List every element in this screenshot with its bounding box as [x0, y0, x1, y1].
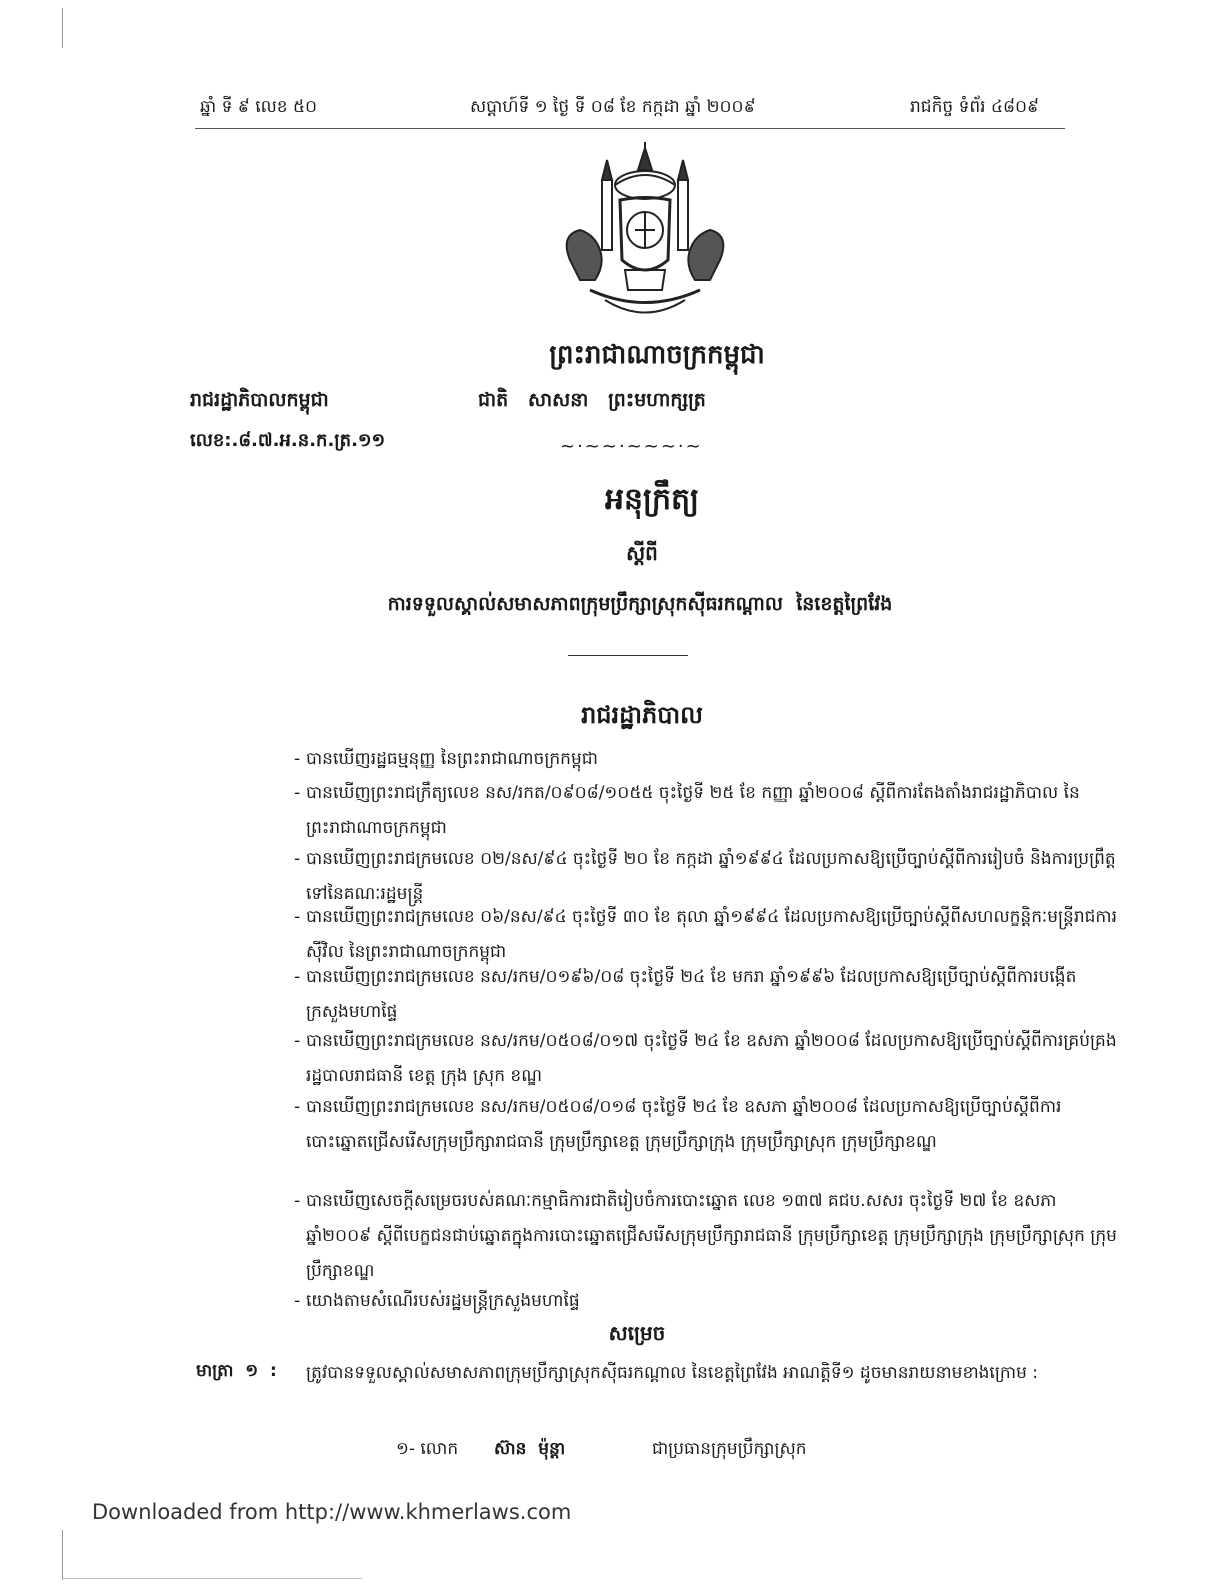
subject-divider: [568, 655, 688, 656]
preamble-item: - បានឃើញព្រះរាជក្រមលេខ នស/រកម/០១៩៦/០៨ ចុះថ្ងៃទី ២៤ ខែ មករា ឆ្នាំ១៩៩៦ ដែលប្រកាសឱ្យប្រើច្បាប់ស្តីពីការបង្កើតក្រសួងមហាផ្ទៃ: [294, 967, 1077, 1022]
national-motto: ជាតិ សាសនា ព្រះមហាក្សត្រ: [478, 389, 706, 411]
member-role: ជាប្រធានក្រុមប្រឹក្សាស្រុក: [652, 1439, 807, 1459]
reference-number: លេខ:.៨.៧.អ.ន.ក.ត្រ.១១: [190, 430, 386, 451]
decision-heading: សម្រេច: [608, 1321, 666, 1345]
royal-coat-of-arms-icon: [550, 140, 740, 330]
ornament-divider: ~·~~·~~~·~: [560, 436, 703, 457]
preamble-item: - បានឃើញសេចក្តីសម្រេចរបស់គណៈកម្មាធិការជាតិរៀបចំការបោះឆ្នោត លេខ ១៣៧ គជប.សសរ ចុះថ្ងៃទី ២៧ ខែ ឧសភា ឆ្នាំ២០០៩ ស្តីពីបេក្ខជនជាប់ឆ្នោតក្នុងការបោះឆ្នោតជ្រើសរើសក្រុមប្រឹក្សារាជធានី ក្រុមប្រឹក្សាខេត្ត ក្រុមប្រឹក្សាក្រុង ក្រុមប្រឹក្សាស្រុក ក្រុមប្រឹក្សាខណ្ឌ: [294, 1191, 1117, 1281]
kingdom-title: ព្រះរាជាណាចក្រកម្ពុជា: [549, 340, 765, 370]
article-label: មាត្រា ១ :: [196, 1361, 277, 1381]
preamble-item: - បានឃើញព្រះរាជក្រមលេខ ០២/នស/៩៤ ចុះថ្ងៃទី ២០ ខែ កក្កដា ឆ្នាំ១៩៩៤ ដែលប្រកាសឱ្យប្រើច្បាប់ស្តីពីការរៀបចំ និងការប្រព្រឹត្តទៅនៃគណៈរដ្ឋមន្ត្រី: [294, 849, 1116, 904]
document-subject: ការទទួលស្គាល់សមាសភាពក្រុមប្រឹក្សាស្រុកស៊ីធរកណ្តាល នៃខេត្តព្រៃវែង: [387, 593, 893, 615]
member-number: ១- លោក: [396, 1439, 459, 1459]
preamble-item: - បានឃើញព្រះរាជក្រមលេខ ០៦/នស/៩៤ ចុះថ្ងៃទី ៣០ ខែ តុលា ឆ្នាំ១៩៩៤ ដែលប្រកាសឱ្យប្រើច្បាប់ស្តីពីសហលក្ខន្តិកៈមន្ត្រីរាជការស៊ីវិល នៃព្រះរាជាណាចក្រកម្ពុជា: [294, 907, 1118, 962]
article-text: ត្រូវបានទទួលស្គាល់សមាសភាពក្រុមប្រឹក្សាស្រុកស៊ីធរកណ្តាល នៃខេត្តព្រៃវែង អាណត្តិទី១ ដូចមានរាយនាមខាងក្រោម :: [306, 1363, 1038, 1383]
header-page: រាជកិច្ច ទំព័រ ៤៨០៩: [910, 97, 1040, 117]
preamble-item: - បានឃើញរដ្ឋធម្មនុញ្ញ នៃព្រះរាជាណាចក្រកម្ពុជា: [294, 749, 598, 769]
preamble-item: - យោងតាមសំណើរបស់រដ្ឋមន្ត្រីក្រសួងមហាផ្ទៃ: [294, 1291, 580, 1311]
scan-edge-mark: [62, 1578, 362, 1579]
preamble-item: - បានឃើញព្រះរាជក្រមលេខ នស/រកម/០៥០៨/០១៨ ចុះថ្ងៃទី ២៤ ខែ ឧសភា ឆ្នាំ២០០៨ ដែលប្រកាសឱ្យប្រើច្បាប់ស្តីពីការបោះឆ្នោតជ្រើសរើសក្រុមប្រឹក្សារាជធានី ក្រុមប្រឹក្សាខេត្ត ក្រុមប្រឹក្សាក្រុង ក្រុមប្រឹក្សាស្រុក ក្រុមប្រឹក្សាខណ្ឌ: [294, 1097, 1062, 1152]
about-label: ស្តីពី: [626, 541, 658, 565]
download-source-footer: Downloaded from http://www.khmerlaws.com: [92, 1500, 572, 1524]
issuer-title: រាជរដ្ឋាភិបាល: [581, 701, 703, 729]
header-volume: ឆ្នាំ ទី ៩ លេខ ៥០: [200, 97, 318, 117]
member-name: ស៊ាន ម៉ុន្តា: [494, 1439, 566, 1459]
preamble-item: - បានឃើញព្រះរាជក្រឹត្យលេខ នស/រកត/០៩០៨/១០៥៥ ចុះថ្ងៃទី ២៥ ខែ កញ្ញា ឆ្នាំ២០០៨ ស្តីពីការតែងតាំងរាជរដ្ឋាភិបាល នៃព្រះរាជាណាចក្រកម្ពុជា: [294, 783, 1080, 838]
header-rule: [195, 128, 1065, 129]
scan-edge-mark: [62, 1530, 63, 1580]
scan-edge-mark: [62, 8, 63, 48]
government-label: រាជរដ្ឋាភិបាលកម្ពុជា: [190, 389, 329, 411]
header-date: សប្តាហ៍ទី ១ ថ្ងៃ ទី ០៨ ខែ កក្កដា ឆ្នាំ ២០០៩: [470, 97, 756, 117]
preamble-item: - បានឃើញព្រះរាជក្រមលេខ នស/រកម/០៥០៨/០១៧ ចុះថ្ងៃទី ២៤ ខែ ឧសភា ឆ្នាំ២០០៨ ដែលប្រកាសឱ្យប្រើច្បាប់ស្តីពីការគ្រប់គ្រងរដ្ឋបាលរាជធានី ខេត្ត ក្រុង ស្រុក ខណ្ឌ: [294, 1031, 1117, 1086]
document-type: អនុក្រឹត្យ: [604, 482, 700, 517]
